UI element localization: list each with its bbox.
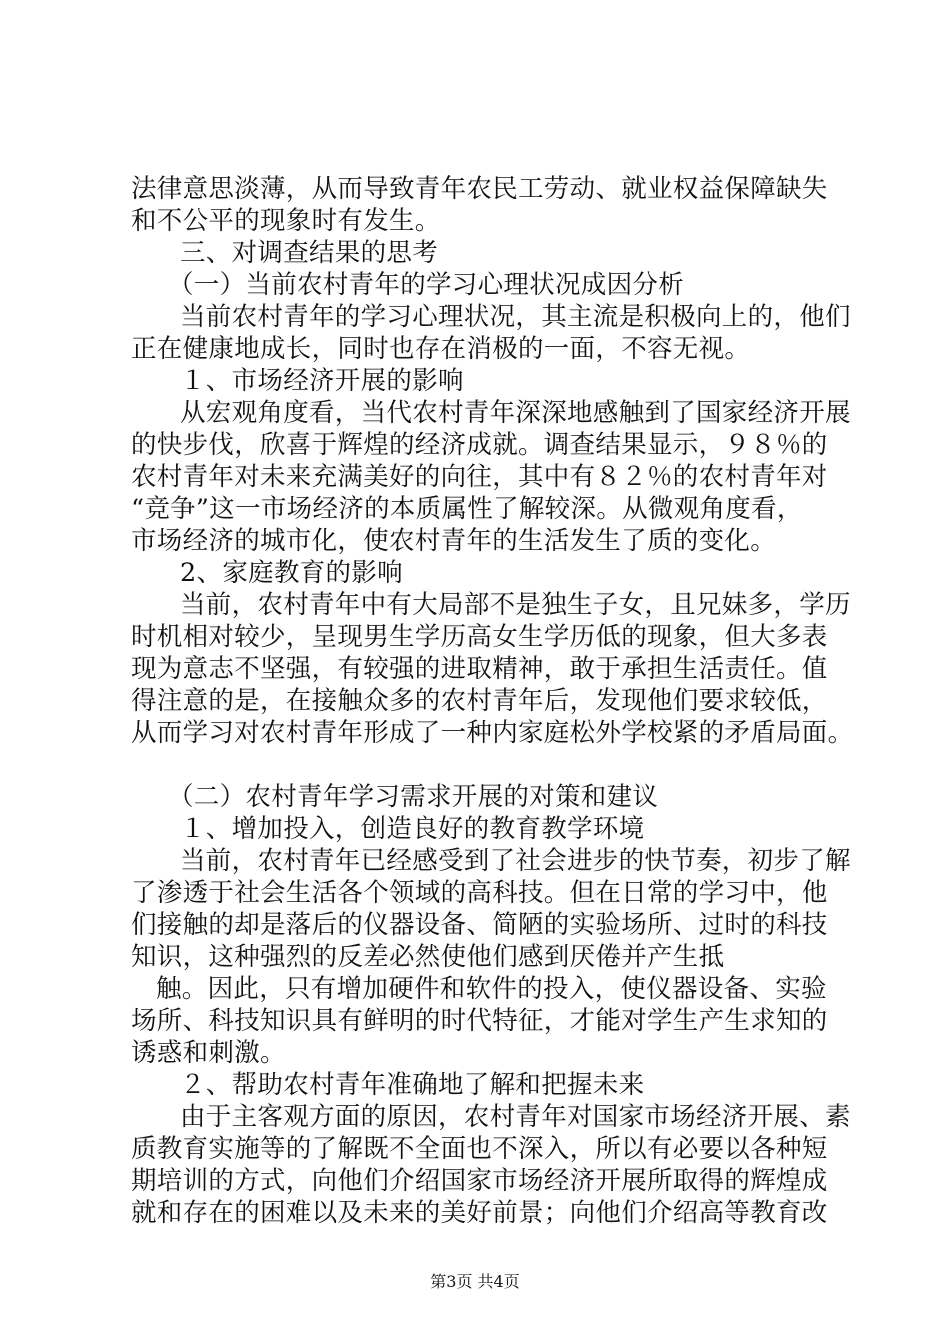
text-line-11: “竞争”这一市场经济的本质属性了解较深。从微观角度看， (131, 494, 803, 524)
text-line-12: 市场经济的城市化，使农村青年的生活发生了质的变化。 (131, 526, 777, 556)
text-line-32: 就和存在的困难以及未来的美好前景；向他们介绍高等教育改 (131, 1198, 828, 1228)
item-heading-1: １、市场经济开展的影响 (180, 366, 464, 396)
item-heading-3: １、增加投入，创造良好的教育教学环境 (180, 814, 645, 844)
text-line-15: 时机相对较少，呈现男生学历高女生学历低的现象，但大多表 (131, 622, 828, 652)
text-line-23: 们接触的却是落后的仪器设备、简陋的实验场所、过时的科技 (131, 910, 828, 940)
text-line-2: 和不公平的现象时有发生。 (131, 206, 441, 236)
text-line-5: 当前农村青年的学习心理状况，其主流是积极向上的，他们 (180, 302, 851, 332)
text-line-17: 得注意的是，在接触众多的农村青年后，发现他们要求较低， (131, 686, 828, 716)
text-line-24: 知识，这种强烈的反差必然使他们感到厌倦并产生抵 (131, 942, 725, 972)
subsection-heading-1: （一）当前农村青年的学习心理状况成因分析 (168, 270, 685, 300)
text-line-14: 当前，农村青年中有大局部不是独生子女，且兄妹多，学历 (180, 590, 851, 620)
text-line-18: 从而学习对农村青年形成了一种内家庭松外学校紧的矛盾局面。 (131, 718, 854, 748)
section-heading-3: 三、对调查结果的思考 (180, 238, 439, 268)
text-line-16: 现为意志不坚强，有较强的进取精神，敢于承担生活责任。值 (131, 654, 828, 684)
item-heading-4: ２、帮助农村青年准确地了解和把握未来 (180, 1070, 645, 1100)
text-line-27: 诱惑和刺激。 (131, 1038, 286, 1068)
text-line-6: 正在健康地成长，同时也存在消极的一面，不容无视。 (131, 334, 751, 364)
text-line-9: 的快步伐，欣喜于辉煌的经济成就。调查结果显示，９８％的 (131, 430, 828, 460)
text-line-26: 场所、科技知识具有鲜明的时代特征，才能对学生产生求知的 (131, 1006, 828, 1036)
item-heading-2: 2、家庭教育的影响 (180, 558, 403, 588)
text-line-31: 期培训的方式，向他们介绍国家市场经济开展所取得的辉煌成 (131, 1166, 828, 1196)
text-line-10: 农村青年对未来充满美好的向往，其中有８２％的农村青年对 (131, 462, 828, 492)
subsection-heading-2: （二）农村青年学习需求开展的对策和建议 (168, 782, 659, 812)
text-line-1: 法律意思淡薄，从而导致青年农民工劳动、就业权益保障缺失 (131, 174, 828, 204)
text-line-25: 触。因此，只有增加硬件和软件的投入，使仪器设备、实验 (156, 974, 827, 1004)
text-line-21: 当前，农村青年已经感受到了社会进步的快节奏，初步了解 (180, 846, 851, 876)
text-line-30: 质教育实施等的了解既不全面也不深入，所以有必要以各种短 (131, 1134, 828, 1164)
text-line-29: 由于主客观方面的原因，农村青年对国家市场经济开展、素 (180, 1102, 851, 1132)
text-line-22: 了渗透于社会生活各个领域的高科技。但在日常的学习中，他 (131, 878, 828, 908)
page-number-footer: 第3页 共4页 (430, 1272, 520, 1291)
text-line-8: 从宏观角度看，当代农村青年深深地感触到了国家经济开展 (180, 398, 851, 428)
